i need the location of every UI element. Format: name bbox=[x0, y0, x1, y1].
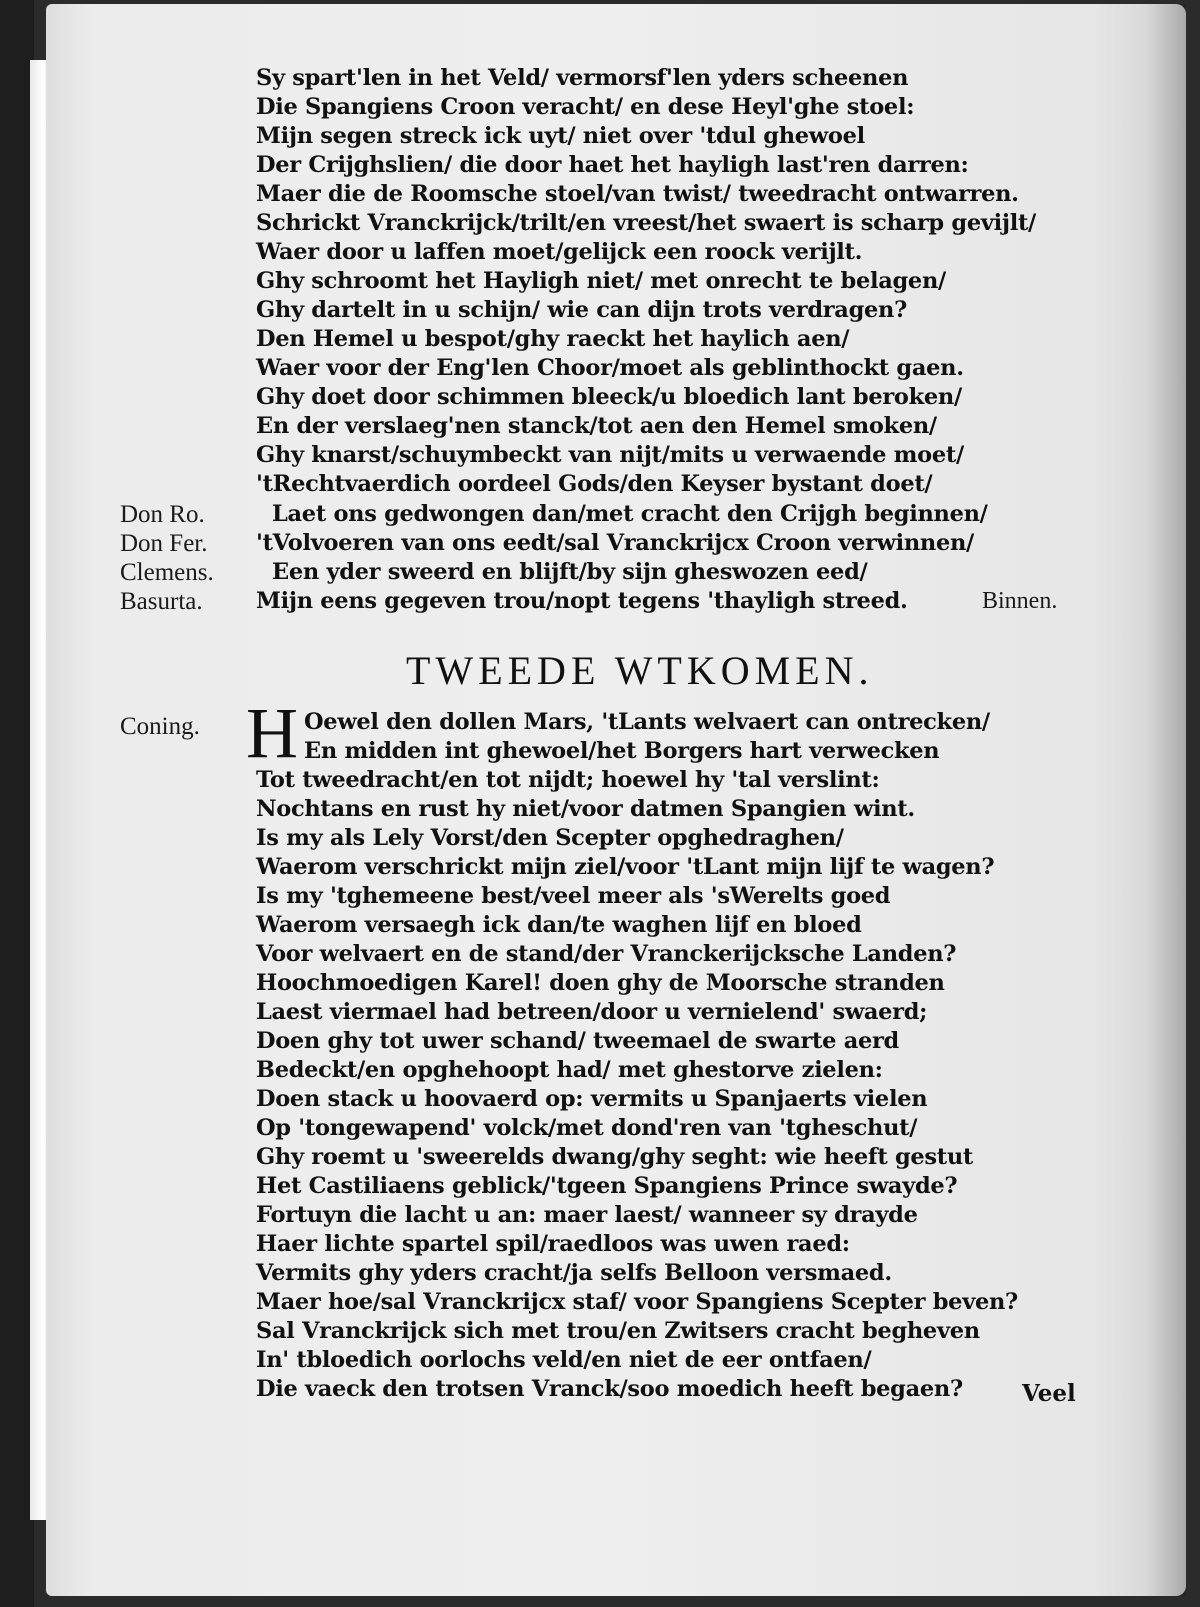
verse-line: Nochtans en rust hy niet/voor datmen Spangien wint. bbox=[256, 796, 915, 822]
verse-line: Waerom verschrickt mijn ziel/voor 'tLant mijn lijf te wagen? bbox=[256, 854, 995, 880]
page-content bbox=[46, 4, 1186, 1596]
verse-line: In' tbloedich oorlochs veld/en niet de eer ontfaen/ bbox=[256, 1347, 872, 1373]
verse-line: Maer hoe/sal Vranckrijcx staf/ voor Spangiens Scepter beven? bbox=[256, 1289, 1018, 1315]
speaker-name: Clemens. bbox=[120, 559, 214, 586]
verse-line: Waer door u laffen moet/gelijck een roock verijlt. bbox=[256, 239, 863, 265]
verse-line: Een yder sweerd en blijft/by sijn gheswozen eed/ bbox=[272, 559, 868, 585]
verse-line: Laet ons gedwongen dan/met cracht den Crijgh beginnen/ bbox=[272, 501, 988, 527]
verse-line: Hoochmoedigen Karel! doen ghy de Moorsche stranden bbox=[256, 970, 945, 996]
verse-line: Het Castiliaens geblick/'tgeen Spangiens Prince swayde? bbox=[256, 1173, 958, 1199]
verse-line: Die vaeck den trotsen Vranck/soo moedich heeft begaen? bbox=[256, 1376, 963, 1402]
verse-line: Is my als Lely Vorst/den Scepter opghedraghen/ bbox=[256, 825, 844, 851]
verse-line: Der Crijghslien/ die door haet het hayligh last'ren darren: bbox=[256, 152, 969, 178]
verse-line: Is my 'tghemeene best/veel meer als 'sWerelts goed bbox=[256, 883, 891, 909]
verse-line: Doen ghy tot uwer schand/ tweemael de swarte aerd bbox=[256, 1028, 899, 1054]
verse-line: Fortuyn die lacht u an: maer laest/ wanneer sy drayde bbox=[256, 1202, 918, 1228]
verse-line: Bedeckt/en opghehoopt had/ met ghestorve zielen: bbox=[256, 1057, 883, 1083]
verse-line: Ghy knarst/schuymbeckt van nijt/mits u verwaende moet/ bbox=[256, 442, 964, 468]
verse-line: En der verslaeg'nen stanck/tot aen den Hemel smoken/ bbox=[256, 413, 937, 439]
catchword: Veel bbox=[1022, 1380, 1076, 1407]
verse-line: Ghy dartelt in u schijn/ wie can dijn trots verdragen? bbox=[256, 297, 907, 323]
verse-line: Oewel den dollen Mars, 'tLants welvaert can ontrecken/ bbox=[304, 709, 990, 735]
verse-line: 'tRechtvaerdich oordeel Gods/den Keyser bystant doet/ bbox=[256, 471, 933, 497]
verse-line: Doen stack u hoovaerd op: vermits u Spanjaerts vielen bbox=[256, 1086, 928, 1112]
speaker-name: Don Fer. bbox=[120, 530, 208, 557]
verse-line: Waerom versaegh ick dan/te waghen lijf en bloed bbox=[256, 912, 862, 938]
verse-line: Ghy doet door schimmen bleeck/u bloedich lant beroken/ bbox=[256, 384, 962, 410]
verse-line: Haer lichte spartel spil/raedloos was uwen raed: bbox=[256, 1231, 850, 1257]
book-cover-edge bbox=[0, 0, 34, 1607]
stage-direction: Binnen. bbox=[982, 588, 1058, 614]
speaker-name: Don Ro. bbox=[120, 501, 205, 528]
verse-line: Ghy roemt u 'sweerelds dwang/ghy seght: wie heeft gestut bbox=[256, 1144, 973, 1170]
verse-line: 'tVolvoeren van ons eedt/sal Vranckrijcx Croon verwinnen/ bbox=[256, 530, 974, 556]
speaker-name: Basurta. bbox=[120, 588, 203, 615]
verse-line: Op 'tongewapend' volck/met dond'ren van 'tgheschut/ bbox=[256, 1115, 918, 1141]
verse-line: Ghy schroomt het Hayligh niet/ met onrecht te belagen/ bbox=[256, 268, 946, 294]
speaker-name: Coning. bbox=[120, 713, 200, 740]
verse-line: Vermits ghy yders cracht/ja selfs Belloon versmaed. bbox=[256, 1260, 892, 1286]
verse-line: Maer die de Roomsche stoel/van twist/ tweedracht ontwarren. bbox=[256, 181, 1019, 207]
verse-line: Sal Vranckrijck sich met trou/en Zwitsers cracht begheven bbox=[256, 1318, 980, 1344]
verse-line: Voor welvaert en de stand/der Vranckerijcksche Landen? bbox=[256, 941, 957, 967]
drop-cap-initial: H bbox=[246, 693, 298, 773]
section-heading: TWEEDE WTKOMEN. bbox=[406, 648, 874, 693]
verse-line: En midden int ghewoel/het Borgers hart verwecken bbox=[304, 738, 940, 764]
verse-line: Mijn eens gegeven trou/nopt tegens 'thayligh streed. bbox=[256, 588, 908, 614]
verse-line: Tot tweedracht/en tot nijdt; hoewel hy 'tal verslint: bbox=[256, 767, 880, 793]
verse-line: Mijn segen streck ick uyt/ niet over 'tdul ghewoel bbox=[256, 123, 865, 149]
verse-line: Die Spangiens Croon veracht/ en dese Heyl'ghe stoel: bbox=[256, 94, 915, 120]
verse-line: Laest viermael had betreen/door u vernielend' swaerd; bbox=[256, 999, 928, 1025]
verse-line: Schrickt Vranckrijck/trilt/en vreest/het swaert is scharp gevijlt/ bbox=[256, 210, 1036, 236]
verse-line: Den Hemel u bespot/ghy raeckt het haylich aen/ bbox=[256, 326, 850, 352]
book-page bbox=[46, 4, 1186, 1596]
verse-line: Waer voor der Eng'len Choor/moet als geblinthockt gaen. bbox=[256, 355, 964, 381]
verse-line: Sy spart'len in het Veld/ vermorsf'len yders scheenen bbox=[256, 65, 909, 91]
